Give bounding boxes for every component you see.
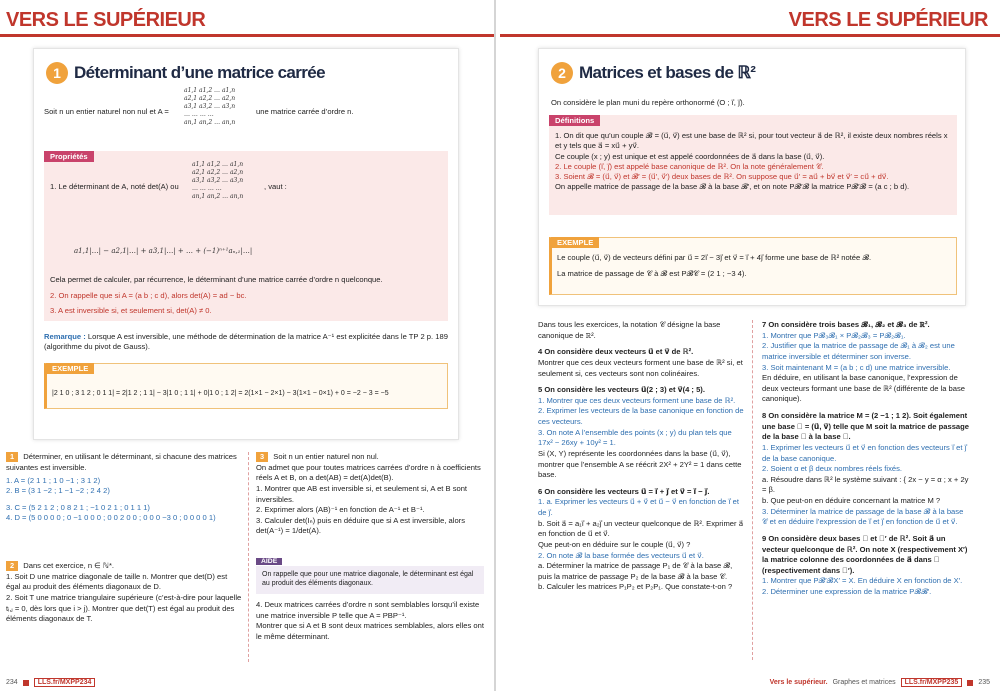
left-red-rule bbox=[0, 34, 494, 37]
example2-tag: EXEMPLE bbox=[551, 237, 599, 248]
left-page bbox=[0, 0, 496, 691]
col1-line: Dans tous les exercices, la notation 𝒞 désigne la base canonique de ℝ². bbox=[538, 320, 721, 340]
matrix-A-row: a1,1 a1,2 … a1,n bbox=[184, 87, 236, 94]
expansion-formula: a1,1|…| − a2,1|…| + a3,1|…| + … + (−1)ⁿ⁺¹aₙ,₁|…| bbox=[74, 247, 253, 255]
matrix-A-row: a3,1 a3,2 … a3,n bbox=[184, 103, 236, 111]
right-red-rule bbox=[500, 34, 1000, 37]
exercise-2-line: 2. Soit T une matrice triangulaire supérieure (c’est-à-dire pour laquelle tᵢ,ⱼ = 0, dès lors que i > j). Montrer que det(T) est égal au produit des éléments diagonaux de T. bbox=[6, 592, 242, 624]
col1-line: Si (X, Y) représente les coordonnées dans la base (u⃗, v⃗), montrer que l’ensemble A se réécrit 2X² + 2Y² = 1 dans cette base. bbox=[538, 448, 742, 480]
section2-header bbox=[551, 62, 755, 84]
section2-card bbox=[538, 48, 966, 306]
example-box bbox=[44, 363, 448, 409]
exercise-3 bbox=[256, 452, 486, 537]
matrix-row: … … … … bbox=[192, 185, 222, 193]
exercise-3-part2 bbox=[256, 600, 486, 643]
col2-line: 1. Exprimer les vecteurs u⃗ et v⃗ en fonction des vecteurs i⃗ et j⃗ de la base canonique. bbox=[762, 442, 967, 463]
exercise-2-number: 2 bbox=[6, 561, 18, 571]
col1-line: 3. On note A l’ensemble des points (x ; y) du plan tels que 17x² − 26xy + 10y² = 1. bbox=[538, 427, 732, 448]
section2-title: Matrices et bases de ℝ² bbox=[579, 63, 756, 82]
aide-text: On rappelle que pour une matrice diagonale, le déterminant est égal au produit des éléments diagonaux. bbox=[262, 571, 474, 588]
col2-line: 1. Montrer que P𝓑₃𝓑₁ × P𝓑₂𝓑₃ = P𝓑₂𝓑₁. bbox=[762, 330, 906, 340]
aide-tag: AIDE bbox=[256, 558, 282, 565]
example-tag: EXEMPLE bbox=[46, 363, 94, 374]
left-footer bbox=[6, 678, 95, 687]
left-band bbox=[0, 0, 494, 36]
col1-line: Que peut-on en déduire sur le couple (u⃗, v⃗) ? bbox=[538, 539, 691, 549]
col2-line: 8 On considère la matrice M = (2 −1 ; 1 2). Soit également une base 𝓑 = (u⃗, v⃗) telle que M soit la matrice de passage de la base 𝒞 à la base 𝓑. bbox=[762, 411, 970, 442]
matrix-A-det bbox=[192, 161, 243, 201]
footer-chapter: Graphes et matrices bbox=[832, 679, 896, 686]
section1-intro-a: Soit n un entier naturel non nul et A = bbox=[44, 107, 169, 116]
col2-line: 3. Déterminer la matrice de passage de la base 𝓑 à la base 𝒞 et en déduire l’expression de i⃗ et j⃗ en fonction de u⃗ et v⃗. bbox=[762, 506, 964, 527]
properties-tag: Propriétés bbox=[44, 151, 94, 162]
col2-line: b. Que peut-on en déduire concernant la matrice M ? bbox=[762, 496, 941, 505]
col1-line: b. Calculer les matrices P₁P₂ et P₂P₁. Que constate-t-on ? bbox=[538, 582, 733, 592]
definition-line: 2. Le couple (i⃗, j⃗) est appelé base canonique de ℝ². On la note généralement 𝒞. bbox=[555, 161, 824, 171]
section2-number: 2 bbox=[551, 62, 573, 84]
ex1-matrices bbox=[6, 476, 242, 523]
matrix-A-row: a2,1 a2,2 … a2,n bbox=[184, 95, 236, 103]
definition-line: 1. On dit que qu’un couple 𝓑 = (u⃗, v⃗) est une base de ℝ² si, pour tout vecteur a⃗ de ℝ², il existe deux nombres réels x et y tels que a⃗ = xu⃗ + yv⃗. bbox=[555, 131, 948, 151]
matrix-row: a2,1 a2,2 … a2,n bbox=[192, 169, 244, 177]
matrix-A-row: … … … … bbox=[184, 111, 214, 119]
col1-line: 6 On considère les vecteurs u⃗ = i⃗ + j⃗ et v⃗ = i⃗ − j⃗. bbox=[538, 486, 710, 496]
remark-label: Remarque : bbox=[44, 332, 86, 341]
left-band-title: VERS LE SUPÉRIEUR bbox=[6, 9, 206, 31]
column-separator bbox=[248, 452, 249, 662]
section1-header bbox=[46, 62, 325, 84]
example2-line: Le couple (u⃗, v⃗) de vecteurs défini par u⃗ = 2i⃗ − 3j⃗ et v⃗ = i⃗ + 4j⃗ forme une base de ℝ² notée 𝓑. bbox=[557, 253, 872, 262]
ex1-m1: 1. A = (2 1 1 ; 1 0 −1 ; 3 1 2) bbox=[6, 476, 101, 485]
right-band bbox=[500, 0, 1000, 36]
section1-number: 1 bbox=[46, 62, 68, 84]
example-text: |2 1 0 ; 3 1 2 ; 0 1 1| = 2|1 2 ; 1 1| − 3|1 0 ; 1 1| + 0|1 0 ; 1 2| = 2(1×1 − 2×1) − 3(1×1 − 0×1) + 0 = −2 − 3 = −5 bbox=[52, 390, 389, 397]
example2-text bbox=[557, 253, 953, 280]
recurrence-text: Cela permet de calculer, par récurrence, le déterminant d’une matrice carrée d’ordre n quelconque. bbox=[50, 275, 383, 284]
col2-line: 2. Soient α et β deux nombres réels fixés. bbox=[762, 464, 903, 474]
exercise-1-number: 1 bbox=[6, 452, 18, 462]
col2-line: 2. Justifier que la matrice de passage de 𝓑₁ à 𝓑₂ est une matrice inversible et déterminer son inverse. bbox=[762, 341, 955, 361]
right-column-1 bbox=[538, 320, 746, 593]
remark bbox=[44, 332, 448, 353]
exercise-3-line: 4. Deux matrices carrées d’ordre n sont semblables lorsqu’il existe une matrice inversible P telle que A = PBP⁻¹. bbox=[256, 600, 480, 620]
col1-line: 2. On note 𝓑 la base formée des vecteurs u⃗ et v⃗. bbox=[538, 550, 704, 560]
prop3: 3. A est inversible si, et seulement si, det(A) ≠ 0. bbox=[50, 306, 212, 315]
exercise-2-line: 1. Soit D une matrice diagonale de taille n. Montrer que det(D) est égal au produit des éléments diagonaux de D. bbox=[6, 571, 228, 592]
matrix-row: an,1 an,2 … an,n bbox=[192, 193, 244, 201]
ex1-m4: 4. D = (5 0 0 0 0 ; 0 −1 0 0 0 ; 0 0 2 0 0 ; 0 0 0 −3 0 ; 0 0 0 0 1) bbox=[6, 512, 216, 522]
col1-line: b. Soit a⃗ = a₁i⃗ + a₂j⃗ un vecteur quelconque de ℝ². Exprimer a⃗ en fonction de u⃗ et v⃗. bbox=[538, 518, 744, 539]
col2-line: 7 On considère trois bases 𝓑₁, 𝓑₂ et 𝓑₃ de ℝ². bbox=[762, 320, 930, 329]
col2-line: 2. Déterminer une expression de la matrice P𝓑𝓑′. bbox=[762, 587, 932, 596]
left-footer-link[interactable]: LLS.fr/MXPP234 bbox=[34, 678, 96, 687]
exercise-3-line: Montrer que si A et B sont deux matrices semblables, alors elles ont le même déterminant. bbox=[256, 621, 484, 641]
exercise-3-line: Soit n un entier naturel non nul. bbox=[273, 452, 379, 461]
prop1-a: 1. Le déterminant de A, noté det(A) ou bbox=[50, 182, 179, 191]
prop2: 2. On rappelle que si A = (a b ; c d), alors det(A) = ad − bc. bbox=[50, 291, 247, 300]
exercise-3-line: On admet que pour toutes matrices carrées d’ordre n à coefficients réels A et B, on a det(AB) = det(A)det(B). bbox=[256, 462, 481, 483]
matrix-A bbox=[184, 87, 235, 127]
right-footer-link[interactable]: LLS.fr/MXPP235 bbox=[901, 678, 963, 687]
ex1-m3: 3. C = (5 2 1 2 ; 0 8 2 1 ; −1 0 2 1 ; 0 1 1 1) bbox=[6, 502, 150, 512]
col1-line: Montrer que ces deux vecteurs forment une base de ℝ² si, et seulement si, ces vecteurs sont non colinéaires. bbox=[538, 357, 743, 378]
example2-line: La matrice de passage de 𝒞 à 𝓑 est P𝓑𝒞 = (2 1 ; −3 4). bbox=[557, 269, 747, 279]
col1-line: 1. Montrer que ces deux vecteurs forment une base de ℝ². bbox=[538, 395, 736, 405]
matrix-A-row: an,1 an,2 … an,n bbox=[184, 119, 236, 127]
section1-intro-b: une matrice carrée d’ordre n. bbox=[256, 107, 354, 116]
right-page bbox=[500, 0, 1000, 691]
definition-line: Ce couple (x ; y) est unique et est appelé coordonnées de a⃗ dans la base (u⃗, v⃗). bbox=[555, 151, 825, 161]
exercise-1-text: Déterminer, en utilisant le déterminant, si chacune des matrices suivantes est inversible. bbox=[6, 452, 237, 472]
section1-title: Déterminant d’une matrice carrée bbox=[74, 63, 326, 82]
footer-chapter-bold: Vers le supérieur. bbox=[769, 679, 828, 686]
definition-line: 3. Soient 𝓑 = (u⃗, v⃗) et 𝓑′ = (u⃗′, v⃗′) deux bases de ℝ². On suppose que u⃗′ = au⃗ + bv⃗ et v⃗′ = cu⃗ + dv⃗. bbox=[555, 172, 889, 181]
col2-line: En déduire, en utilisant la base canonique, l’expression de deux vecteurs formant une base de ℝ² (différente de la base canonique). bbox=[762, 373, 966, 404]
right-footer bbox=[770, 678, 990, 687]
col2-line: a. Résoudre dans ℝ² le système suivant : { 2x − y = α ; x + 2y = β. bbox=[762, 474, 969, 495]
col1-line: 5 On considère les vecteurs u⃗(2 ; 3) et v⃗(4 ; 5). bbox=[538, 385, 705, 395]
footer-square bbox=[967, 680, 973, 686]
col2-line: 9 On considère deux bases 𝓑 et 𝓑′ de ℝ². Soit a⃗ un vecteur quelconque de ℝ². On note X (respectivement X′) la matrice colonne des coordonnées de a⃗ dans 𝓑 (respectivement dans 𝓑′). bbox=[762, 533, 968, 575]
definition-line: On appelle matrice de passage de la base 𝓑 à la base 𝓑′, et on note P𝓑′𝓑 la matrice P𝓑′𝓑 = (a c ; b d). bbox=[555, 182, 910, 192]
exercise-1 bbox=[6, 452, 242, 473]
exercise-3-line: 3. Calculer det(Iₙ) puis en déduire que si A est inversible, alors det(A⁻¹) = 1/det(A). bbox=[256, 515, 466, 536]
matrix-row: a3,1 a3,2 … a3,n bbox=[192, 177, 244, 185]
footer-square bbox=[23, 680, 29, 686]
section1-card bbox=[33, 48, 459, 440]
exercise-3-number: 3 bbox=[256, 452, 268, 462]
exercise-3-line: 1. Montrer que AB est inversible si, et seulement si, A et B sont inversibles. bbox=[256, 483, 468, 504]
col2-line: 3. Soit maintenant M = (a b ; c d) une matrice inversible. bbox=[762, 362, 951, 372]
left-page-number: 234 bbox=[6, 679, 18, 686]
col1-line: 2. Exprimer les vecteurs de la base canonique en fonction de ces vecteurs. bbox=[538, 406, 744, 426]
ex1-m2: 2. B = (3 1 −2 ; 1 −1 −2 ; 2 4 2) bbox=[6, 486, 110, 496]
right-band-title: VERS LE SUPÉRIEUR bbox=[788, 9, 988, 31]
exercise-2-line: Dans cet exercice, n ∈ ℕ*. bbox=[23, 561, 115, 570]
right-column-2 bbox=[762, 320, 970, 598]
prop1-b: , vaut : bbox=[264, 182, 287, 191]
remark-text: Lorsque A est inversible, une méthode de détermination de la matrice A⁻¹ est explicitée dans le TP 2 p. 189 (algorithme du pivot de Gauss). bbox=[44, 332, 448, 352]
col1-line: 4 On considère deux vecteurs u⃗ et v⃗ de ℝ². bbox=[538, 347, 694, 357]
col2-line: 1. Montrer que P𝓑′𝓑X′ = X. En déduire X en fonction de X′. bbox=[762, 576, 963, 586]
matrix-row: a1,1 a1,2 … a1,n bbox=[192, 161, 244, 168]
col1-line: a. Déterminer la matrice de passage P₁ de 𝒞 à la base 𝓑, puis la matrice de passage P₂ de la base 𝓑 à la base 𝒞. bbox=[538, 561, 733, 581]
section2-intro: On considère le plan muni du repère orthonormé (O ; i⃗, j⃗). bbox=[551, 98, 745, 107]
exercise-3-line: 2. Exprimer alors (AB)⁻¹ en fonction de A⁻¹ et B⁻¹. bbox=[256, 505, 425, 515]
exercise-2 bbox=[6, 561, 242, 625]
right-column-separator bbox=[752, 320, 753, 660]
col1-line: 1. a. Exprimer les vecteurs u⃗ + v⃗ et u⃗ − v⃗ en fonction de i⃗ et de j⃗. bbox=[538, 497, 739, 517]
definitions-tag: Définitions bbox=[549, 115, 600, 126]
right-page-number: 235 bbox=[978, 679, 990, 686]
definitions-text bbox=[555, 131, 953, 193]
